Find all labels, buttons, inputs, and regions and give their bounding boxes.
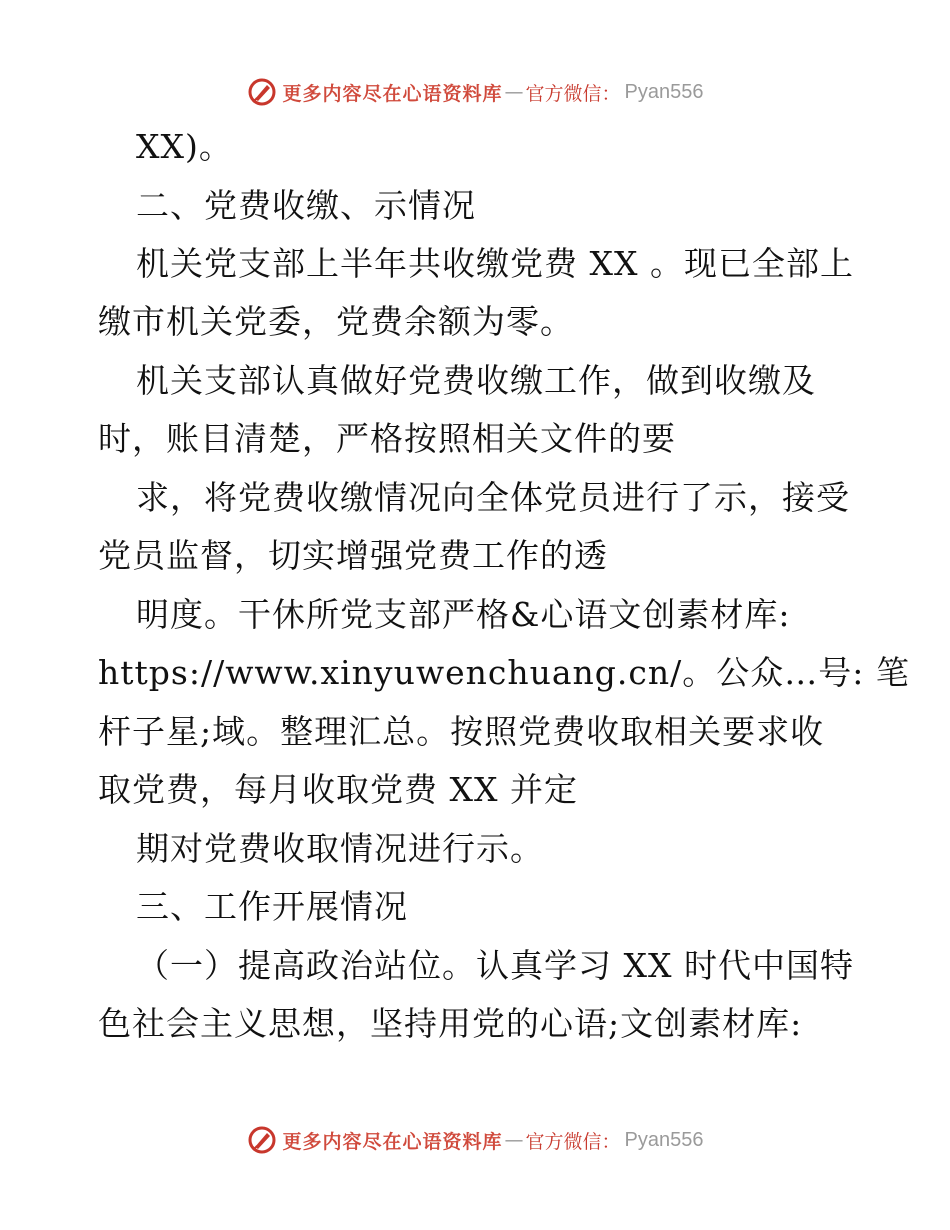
text-line: 求，将党费收缴情况向全体党员进行了示，接受 <box>136 478 850 517</box>
header-banner <box>0 72 950 112</box>
banner-label: 官方微信： <box>525 1130 621 1153</box>
text-line: 杆子星;域。整理汇总。按照党费收取相关要求收 <box>98 712 825 751</box>
text-line: （一）提高政治站位。认真学习 XX 时代中国特 <box>136 946 854 985</box>
footer-banner <box>0 1120 950 1160</box>
text-line: 取党费，每月收取党费 XX 并定 <box>98 770 578 809</box>
quill-logo-icon <box>247 1125 277 1155</box>
text-line: 机关支部认真做好党费收缴工作，做到收缴及 <box>136 361 816 400</box>
banner-wechat-id: Pyan556 <box>624 1128 704 1151</box>
section-heading: 二、党费收缴、示情况 <box>136 186 476 225</box>
section-heading: 三、工作开展情况 <box>136 887 408 926</box>
banner-separator: — <box>504 81 524 103</box>
text-line: 机关党支部上半年共收缴党费 XX 。现已全部上 <box>136 244 854 283</box>
text-line: 期对党费收取情况进行示。 <box>136 829 544 868</box>
text-line: 明度。干休所党支部严格&心语文创素材库: <box>136 595 791 634</box>
text-line: 党员监督，切实增强党费工作的透 <box>98 536 608 575</box>
text-line: 缴市机关党委，党费余额为零。 <box>98 302 574 341</box>
text-line-url: https://www.xinyuwenchuang.cn/。公众…号: 笔 <box>98 653 910 692</box>
banner-title: 更多内容尽在心语资料库 <box>282 1130 503 1153</box>
text-line: XX)。 <box>136 127 233 166</box>
banner-separator: — <box>504 1129 524 1151</box>
text-line: 时，账目清楚，严格按照相关文件的要 <box>98 419 676 458</box>
banner-title: 更多内容尽在心语资料库 <box>282 82 503 105</box>
text-line: 色社会主义思想，坚持用党的心语;文创素材库: <box>98 1004 803 1043</box>
banner-wechat-id: Pyan556 <box>624 80 704 103</box>
banner-label: 官方微信： <box>525 82 621 105</box>
quill-logo-icon <box>247 77 277 107</box>
